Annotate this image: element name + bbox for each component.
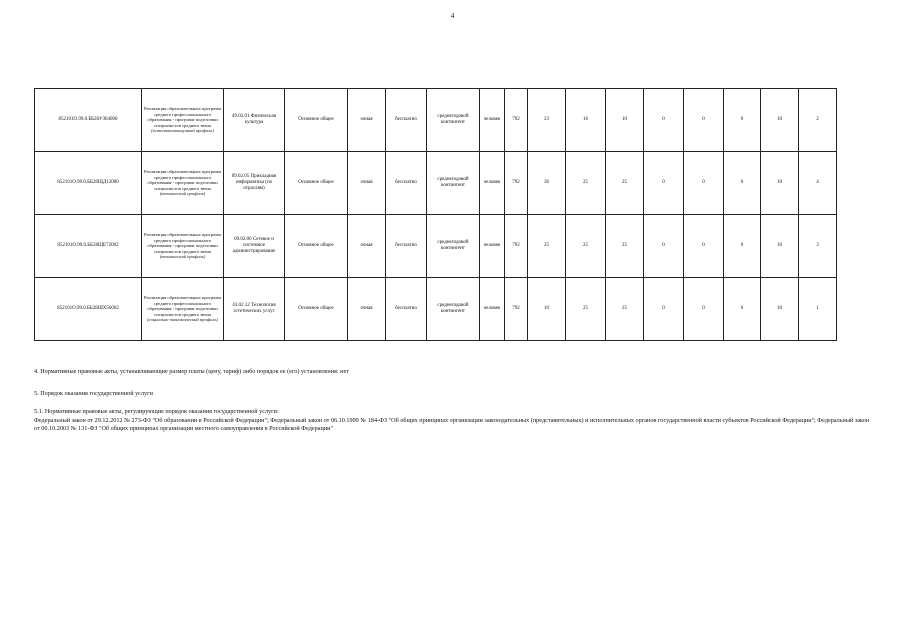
cell-v6: 0 xyxy=(724,278,761,341)
cell-category: среднегодовой контингент xyxy=(427,278,480,341)
cell-specialty: 43.02.12 Технология эстетических услуг xyxy=(224,278,285,341)
section-5-heading: 5. Порядок оказания государственной услуги xyxy=(34,390,153,397)
cell-payment: бесплатно xyxy=(386,278,427,341)
cell-v8: 1 xyxy=(799,278,837,341)
cell-unit: человек xyxy=(480,89,505,152)
content-text: Реализация образовательных программ среднего профессионального образования - программ подготовки специалистов среднего звена xyxy=(143,232,222,254)
content-profile: (естественнонаучный профиль) xyxy=(151,128,214,134)
cell-okei: 792 xyxy=(505,278,528,341)
cell-unit: человек xyxy=(480,215,505,278)
cell-v2: 25 xyxy=(566,215,606,278)
cell-category: среднегодовой контингент xyxy=(427,215,480,278)
cell-v4: 0 xyxy=(644,89,684,152)
cell-v3: 10 xyxy=(606,89,644,152)
cell-v7: 10 xyxy=(761,152,799,215)
cell-v6: 0 xyxy=(724,215,761,278)
cell-v4: 0 xyxy=(644,215,684,278)
cell-base: Основное общее xyxy=(285,215,348,278)
cell-v3: 25 xyxy=(606,152,644,215)
cell-v4: 0 xyxy=(644,152,684,215)
cell-v5: 0 xyxy=(684,89,724,152)
cell-form: очная xyxy=(348,89,386,152)
cell-payment: бесплатно xyxy=(386,152,427,215)
cell-code: 852101О.99.0.ББ28ШХ56002 xyxy=(35,278,142,341)
cell-okei: 792 xyxy=(505,215,528,278)
cell-specialty: 09.02.05 Прикладная информатика (по отраслям) xyxy=(224,152,285,215)
cell-category: среднегодовой контингент xyxy=(427,89,480,152)
service-indicators-table xyxy=(34,88,837,341)
content-text: Реализация образовательных программ среднего профессионального образования - программ подготовки специалистов среднего звена xyxy=(143,169,222,191)
cell-v2: 25 xyxy=(566,278,606,341)
cell-v8: 4 xyxy=(799,152,837,215)
cell-v5: 0 xyxy=(684,278,724,341)
cell-form: очная xyxy=(348,152,386,215)
cell-v1: 10 xyxy=(528,278,566,341)
cell-v7: 10 xyxy=(761,215,799,278)
cell-v8: 2 xyxy=(799,89,837,152)
cell-v5: 0 xyxy=(684,215,724,278)
cell-base: Основное общее xyxy=(285,278,348,341)
cell-content xyxy=(142,278,224,341)
cell-form: очная xyxy=(348,215,386,278)
table-row xyxy=(35,215,837,278)
content-profile: (социально-экономический профиль) xyxy=(147,317,218,323)
cell-v4: 0 xyxy=(644,278,684,341)
page-number: 4 xyxy=(450,12,455,20)
section-5-1-heading: 5.1. Нормативные правовые акты, регулирующие порядок оказания государственной услуги: xyxy=(34,408,279,415)
cell-v7: 10 xyxy=(761,89,799,152)
cell-specialty: 49.02.01 Физическая культура xyxy=(224,89,285,152)
cell-unit: человек xyxy=(480,278,505,341)
cell-v3: 25 xyxy=(606,215,644,278)
cell-unit: человек xyxy=(480,152,505,215)
cell-v3: 25 xyxy=(606,278,644,341)
content-text: Реализация образовательных программ среднего профессионального образования - программ подготовки специалистов среднего звена xyxy=(143,106,222,128)
cell-specialty: 09.02.06 Сетевое и системное администрирование xyxy=(224,215,285,278)
cell-code: 852101О.99.0.ББ28УЗ64000 xyxy=(35,89,142,152)
cell-v1: 25 xyxy=(528,215,566,278)
cell-payment: бесплатно xyxy=(386,89,427,152)
cell-v1: 36 xyxy=(528,152,566,215)
cell-content xyxy=(142,152,224,215)
table-row xyxy=(35,152,837,215)
content-profile: (технический профиль) xyxy=(159,254,206,260)
cell-base: Основное общее xyxy=(285,152,348,215)
section-5-1-text: Федеральный закон от 29.12.2012 № 273-ФЗ "Об образовании в Российской Федерации"; Федеральный закон от 06.10.1999 № 184-ФЗ "Об общих принципах организации законодательных (представительных) и исполнительных органов государственной власти субъектов Российской Федерации"; Федеральный закон от 06.10.2003 № 131-ФЗ "Об общих принципах организации местного самоуправления в Российской Федерации" xyxy=(34,417,870,433)
cell-v6: 0 xyxy=(724,152,761,215)
cell-v2: 25 xyxy=(566,152,606,215)
content-text: Реализация образовательных программ среднего профессионального образования - программ подготовки специалистов среднего звена xyxy=(143,295,222,317)
cell-content xyxy=(142,89,224,152)
cell-v7: 10 xyxy=(761,278,799,341)
cell-okei: 792 xyxy=(505,89,528,152)
content-profile: (технический профиль) xyxy=(159,191,206,197)
section-4-text: 4. Нормативные правовые акты, устанавливающие размер платы (цену, тариф) либо порядок ее (его) установления: нет xyxy=(34,368,349,375)
cell-form: очная xyxy=(348,278,386,341)
cell-v1: 23 xyxy=(528,89,566,152)
cell-base: Основное общее xyxy=(285,89,348,152)
cell-category: среднегодовой контингент xyxy=(427,152,480,215)
table-row xyxy=(35,278,837,341)
cell-payment: бесплатно xyxy=(386,215,427,278)
cell-code: 852101О.99.0.ББ28ЩЕ72002 xyxy=(35,215,142,278)
cell-code: 852101О.99.0.ББ28ЩД12000 xyxy=(35,152,142,215)
table-row xyxy=(35,89,837,152)
cell-content xyxy=(142,215,224,278)
cell-v5: 0 xyxy=(684,152,724,215)
cell-v2: 16 xyxy=(566,89,606,152)
table-body xyxy=(35,89,837,341)
cell-okei: 792 xyxy=(505,152,528,215)
cell-v6: 0 xyxy=(724,89,761,152)
cell-v8: 3 xyxy=(799,215,837,278)
